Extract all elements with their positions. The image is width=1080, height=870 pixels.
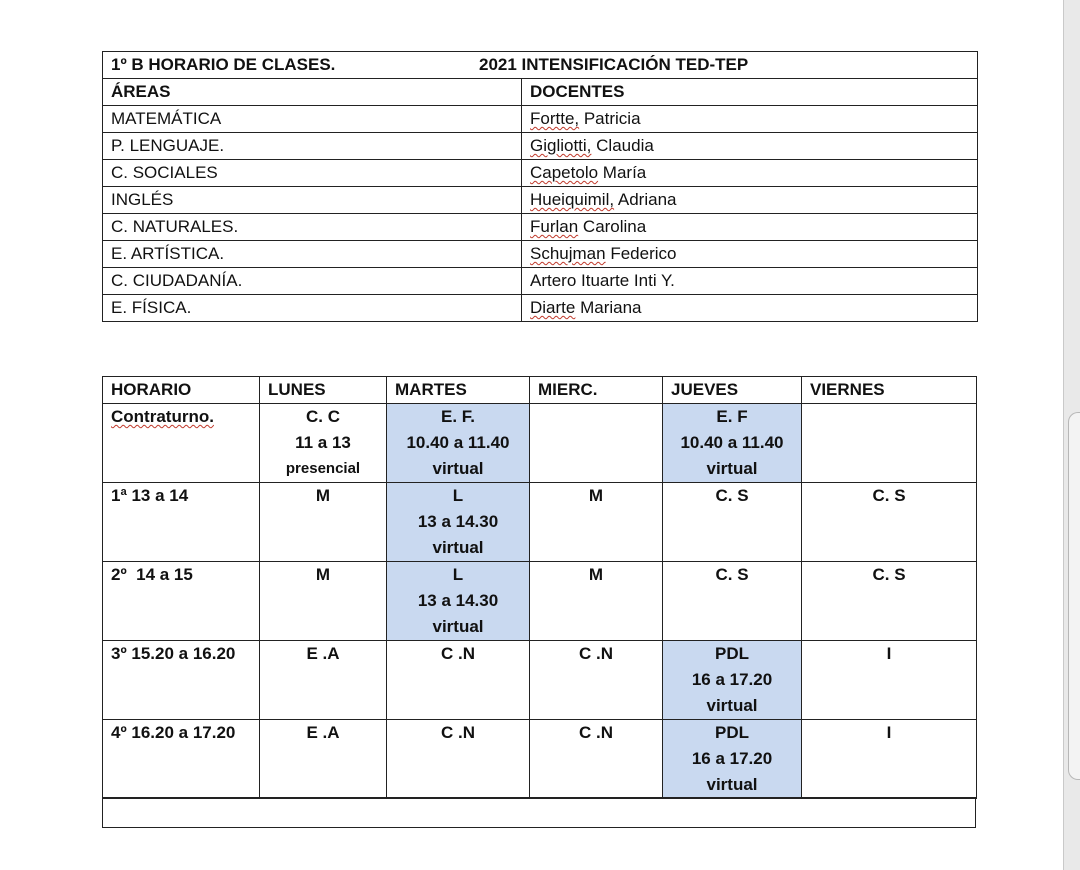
schedule-cell-line: virtual bbox=[432, 538, 484, 557]
schedule-cell-martes bbox=[387, 483, 530, 562]
schedule-column-header: LUNES bbox=[260, 377, 387, 404]
schedule-cell-line: virtual bbox=[706, 459, 758, 478]
docente-name bbox=[522, 268, 978, 295]
schedule-cell-martes bbox=[387, 562, 530, 641]
schedule-cell-line: C. S bbox=[872, 565, 906, 584]
docente-name bbox=[522, 241, 978, 268]
schedule-cell-mierc bbox=[530, 483, 663, 562]
area-name: C. NATURALES. bbox=[103, 214, 522, 241]
schedule-cell-line: M bbox=[588, 565, 604, 584]
docente-surname: Gigliotti, bbox=[530, 136, 592, 155]
schedule-cell-line: 13 a 14.30 bbox=[417, 591, 499, 610]
schedule-cell-jueves bbox=[663, 404, 802, 483]
docente-surname: Diarte bbox=[530, 298, 576, 317]
schedule-cell-line: M bbox=[315, 565, 331, 584]
docente-given-name: Adriana bbox=[614, 190, 677, 209]
docente-name bbox=[522, 106, 978, 133]
area-row bbox=[103, 241, 978, 268]
docente-name bbox=[522, 214, 978, 241]
schedule-row bbox=[103, 404, 977, 483]
schedule-time-label: 4º 16.20 a 17.20 bbox=[111, 723, 236, 742]
docente-given-name: María bbox=[598, 163, 647, 182]
schedule-row bbox=[103, 641, 977, 720]
docente-given-name: Claudia bbox=[591, 136, 654, 155]
schedule-time-cell bbox=[103, 404, 260, 483]
schedule-cell-line: M bbox=[315, 486, 331, 505]
schedule-cell-line: 16 a 17.20 bbox=[691, 749, 773, 768]
area-row bbox=[103, 106, 978, 133]
schedule-time-cell bbox=[103, 562, 260, 641]
schedule-cell-line: virtual bbox=[706, 696, 758, 715]
schedule-cell-line: L bbox=[452, 486, 464, 505]
schedule-time-cell bbox=[103, 641, 260, 720]
schedule-cell-line: 13 a 14.30 bbox=[417, 512, 499, 531]
docentes-column-header: DOCENTES bbox=[522, 79, 978, 106]
schedule-cell-line: E .A bbox=[306, 723, 340, 742]
schedule-cell-line: virtual bbox=[706, 775, 758, 794]
schedule-header-row bbox=[103, 377, 977, 404]
schedule-cell-line: C .N bbox=[579, 644, 613, 663]
docente-surname: Hueiquimil, bbox=[530, 190, 615, 209]
schedule-cell-line: PDL bbox=[715, 644, 749, 663]
schedule-cell-jueves bbox=[663, 641, 802, 720]
schedule-column-header: MIERC. bbox=[530, 377, 663, 404]
schedule-cell-line: C .N bbox=[579, 723, 613, 742]
schedule-cell-viernes bbox=[802, 720, 977, 799]
schedule-cell-line: presencial bbox=[285, 460, 361, 477]
docente-name bbox=[522, 295, 978, 322]
area-row bbox=[103, 160, 978, 187]
schedule-column-header: MARTES bbox=[387, 377, 530, 404]
docente-name bbox=[522, 187, 978, 214]
schedule-time-label: 1ª 13 a 14 bbox=[111, 486, 189, 505]
docente-given-name: Federico bbox=[605, 244, 677, 263]
schedule-table bbox=[102, 376, 977, 799]
title-row bbox=[103, 52, 978, 79]
area-name: C. SOCIALES bbox=[103, 160, 522, 187]
schedule-cell-line: C .N bbox=[441, 644, 475, 663]
schedule-cell-viernes bbox=[802, 483, 977, 562]
schedule-cell-line: E .A bbox=[306, 644, 340, 663]
areas-column-header: ÁREAS bbox=[103, 79, 522, 106]
schedule-cell-line: virtual bbox=[432, 617, 484, 636]
schedule-cell-line: 10.40 a 11.40 bbox=[680, 433, 784, 452]
schedule-cell-line: E. F bbox=[716, 407, 748, 426]
schedule-cell-jueves bbox=[663, 562, 802, 641]
area-row bbox=[103, 214, 978, 241]
docente-surname: Capetolo bbox=[530, 163, 599, 182]
schedule-row bbox=[103, 483, 977, 562]
schedule-cell-jueves bbox=[663, 483, 802, 562]
schedule-cell-lunes bbox=[260, 483, 387, 562]
docente-given-name: Mariana bbox=[575, 298, 642, 317]
schedule-cell-line: C. S bbox=[715, 565, 749, 584]
schedule-cell-jueves bbox=[663, 720, 802, 799]
schedule-column-header: VIERNES bbox=[802, 377, 977, 404]
schedule-cell-mierc bbox=[530, 720, 663, 799]
page-edge bbox=[1063, 0, 1064, 870]
docente-name bbox=[522, 160, 978, 187]
schedule-cell-mierc bbox=[530, 641, 663, 720]
areas-header-row bbox=[103, 79, 978, 106]
area-row bbox=[103, 295, 978, 322]
schedule-cell-line: I bbox=[886, 723, 892, 742]
schedule-time-cell bbox=[103, 483, 260, 562]
area-name: C. CIUDADANÍA. bbox=[103, 268, 522, 295]
docente-surname: Schujman bbox=[530, 244, 606, 263]
schedule-cell-martes bbox=[387, 720, 530, 799]
area-name: E. ARTÍSTICA. bbox=[103, 241, 522, 268]
title-right: 2021 INTENSIFICACIÓN TED-TEP bbox=[479, 55, 749, 74]
docente-surname: Furlan bbox=[530, 217, 579, 236]
schedule-time-label: 2º 14 a 15 bbox=[111, 565, 193, 584]
schedule-cell-line: M bbox=[588, 486, 604, 505]
side-panel-tab[interactable] bbox=[1068, 412, 1080, 780]
title-left: 1º B HORARIO DE CLASES. bbox=[111, 55, 336, 74]
schedule-cell-line: 11 a 13 bbox=[295, 433, 351, 452]
schedule-cell-lunes bbox=[260, 720, 387, 799]
table-title bbox=[103, 52, 978, 79]
schedule-cell-viernes bbox=[802, 562, 977, 641]
schedule-cell-line: C. C bbox=[306, 407, 340, 426]
schedule-time-label: 3º 15.20 a 16.20 bbox=[111, 644, 236, 663]
area-name: P. LENGUAJE. bbox=[103, 133, 522, 160]
schedule-cell-martes bbox=[387, 641, 530, 720]
schedule-cell-viernes bbox=[802, 404, 977, 483]
docente-given-name: Carolina bbox=[578, 217, 647, 236]
schedule-row bbox=[103, 562, 977, 641]
schedule-cell-martes bbox=[387, 404, 530, 483]
docente-given-name: Patricia bbox=[579, 109, 641, 128]
empty-footer-box bbox=[102, 798, 976, 828]
schedule-time-label: Contraturno. bbox=[111, 407, 214, 426]
schedule-cell-line: 10.40 a 11.40 bbox=[406, 433, 510, 452]
schedule-cell-line: E. F. bbox=[440, 407, 475, 426]
area-row bbox=[103, 268, 978, 295]
docente-surname: Fortte, bbox=[530, 109, 580, 128]
schedule-cell-line: PDL bbox=[715, 723, 749, 742]
schedule-cell-line: C .N bbox=[441, 723, 475, 742]
schedule-cell-lunes bbox=[260, 641, 387, 720]
docente-name bbox=[522, 133, 978, 160]
schedule-cell-line: L bbox=[452, 565, 464, 584]
area-name: E. FÍSICA. bbox=[103, 295, 522, 322]
schedule-cell-line: virtual bbox=[432, 459, 484, 478]
schedule-time-cell bbox=[103, 720, 260, 799]
schedule-column-header: HORARIO bbox=[103, 377, 260, 404]
schedule-cell-line: C. S bbox=[872, 486, 906, 505]
area-name: MATEMÁTICA bbox=[103, 106, 522, 133]
schedule-row bbox=[103, 720, 977, 799]
schedule-cell-lunes bbox=[260, 562, 387, 641]
docente-given-name: Artero Ituarte Inti Y. bbox=[530, 271, 675, 290]
schedule-cell-viernes bbox=[802, 641, 977, 720]
schedule-cell-mierc bbox=[530, 404, 663, 483]
schedule-cell-mierc bbox=[530, 562, 663, 641]
area-row bbox=[103, 187, 978, 214]
schedule-cell-lunes bbox=[260, 404, 387, 483]
areas-table bbox=[102, 51, 978, 322]
schedule-cell-line: I bbox=[886, 644, 892, 663]
schedule-cell-line: C. S bbox=[715, 486, 749, 505]
area-name: INGLÉS bbox=[103, 187, 522, 214]
schedule-column-header: JUEVES bbox=[663, 377, 802, 404]
area-row bbox=[103, 133, 978, 160]
schedule-cell-line: 16 a 17.20 bbox=[691, 670, 773, 689]
